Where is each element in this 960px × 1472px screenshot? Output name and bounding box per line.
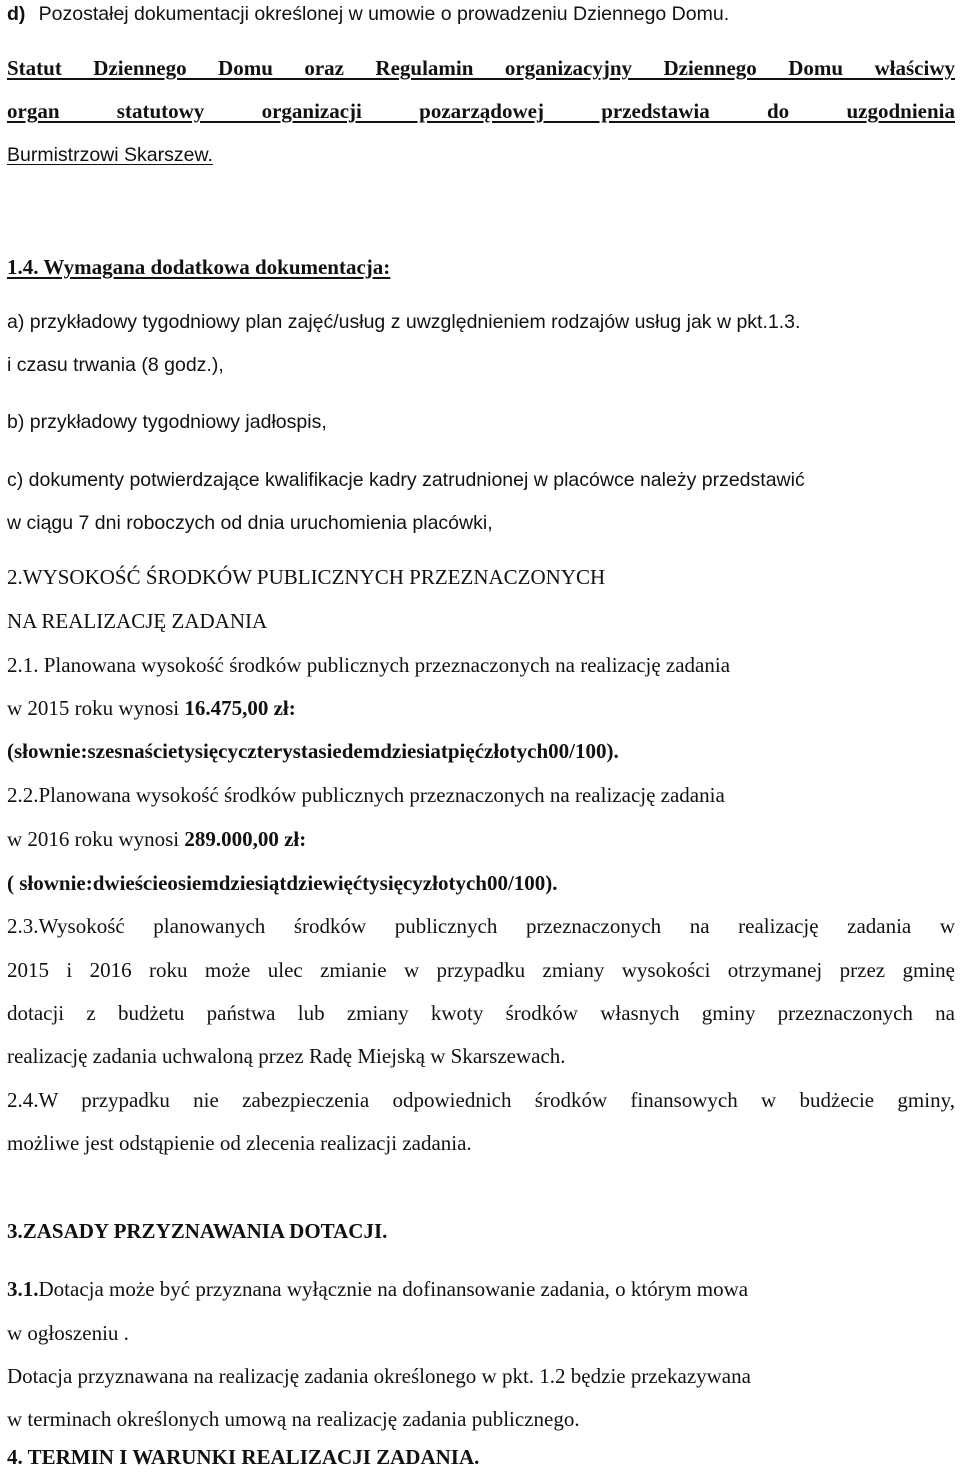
item-d: [7, 0, 729, 27]
section-2-heading-1: 2.WYSOKOŚĆ ŚRODKÓW PUBLICZNYCH PRZEZNACZONYCH: [7, 565, 606, 589]
p-3-1-text: Dotacja może być przyznana wyłącznie na dofinansowanie zadania, o którym mowa: [38, 1277, 749, 1301]
section-1-4-heading: 1.4. Wymagana dodatkowa dokumentacja:: [7, 255, 391, 279]
p-3-1-line-1: [7, 1276, 748, 1302]
statut-line-3: Burmistrzowi Skarszew.: [7, 144, 213, 166]
p-2-2-line-2: [7, 826, 306, 852]
item-b: b) przykładowy tygodniowy jadłospis,: [7, 411, 327, 433]
p-2-4-line-2: możliwe jest odstąpienie od zlecenia realizacji zadania.: [7, 1131, 472, 1155]
p-2-2-line-1: 2.2.Planowana wysokość środków publicznych przeznaczonych na realizację zadania: [7, 783, 725, 807]
p-3-1b-line-1: Dotacja przyznawana na realizację zadania określonego w pkt. 1.2 będzie przekazywana: [7, 1364, 751, 1388]
p-2-3-line-4: realizację zadania uchwaloną przez Radę Miejską w Skarszewach.: [7, 1044, 566, 1068]
p-3-1b-line-2: w terminach określonych umową na realizację zadania publicznego.: [7, 1407, 580, 1431]
p-2-1-year-text: w 2015 roku wynosi: [7, 696, 185, 720]
p-3-1-line-2: w ogłoszeniu .: [7, 1321, 129, 1345]
item-c-line-2: w ciągu 7 dni roboczych od dnia uruchomienia placówki,: [7, 512, 493, 534]
item-d-label: d): [7, 3, 26, 25]
statut-line-2: organ statutowy organizacji pozarządowej przedstawia do uzgodnienia: [7, 99, 955, 123]
section-4-heading: 4. TERMIN I WARUNKI REALIZACJI ZADANIA.: [7, 1445, 480, 1469]
item-a-line-1: a) przykładowy tygodniowy plan zajęć/usług z uwzględnieniem rodzajów usług jak w pkt.1.3.: [7, 311, 801, 333]
section-2-heading-2: NA REALIZACJĘ ZADANIA: [7, 609, 268, 633]
p-2-1-words: (słownie:szesnaścietysięcyczterystasiedemdziesiatpięćzłotych00/100).: [7, 739, 619, 763]
p-2-1-amount: 16.475,00 zł:: [184, 696, 296, 720]
p-2-2-amount: 289.000,00 zł:: [184, 827, 307, 851]
p-2-1-line-1: 2.1. Planowana wysokość środków publicznych przeznaczonych na realizację zadania: [7, 653, 731, 677]
p-2-3-line-2: 2015 i 2016 roku może ulec zmianie w przypadku zmiany wysokości otrzymanej przez gminę: [7, 958, 955, 982]
p-2-3-line-3: dotacji z budżetu państwa lub zmiany kwoty środków własnych gminy przeznaczonych na: [7, 1001, 955, 1025]
p-2-4-line-1: 2.4.W przypadku nie zabezpieczenia odpowiednich środków finansowych w budżecie gminy,: [7, 1088, 955, 1112]
section-3-heading: 3.ZASADY PRZYZNAWANIA DOTACJI.: [7, 1219, 388, 1243]
item-a-line-2: i czasu trwania (8 godz.),: [7, 354, 224, 376]
p-3-1-label: 3.1.: [7, 1277, 39, 1301]
item-d-text: Pozostałej dokumentacji określonej w umowie o prowadzeniu Dziennego Domu.: [38, 3, 730, 25]
p-2-2-year-text: w 2016 roku wynosi: [7, 827, 185, 851]
item-c-line-1: c) dokumenty potwierdzające kwalifikacje kadry zatrudnionej w placówce należy przedstawić: [7, 469, 805, 491]
p-2-2-words: ( słownie:dwieścieosiemdziesiątdziewięćtysięcyzłotych00/100).: [7, 871, 558, 895]
statut-line-1: Statut Dziennego Domu oraz Regulamin organizacyjny Dziennego Domu właściwy: [7, 56, 955, 80]
p-2-1-line-2: [7, 695, 296, 721]
p-2-3-line-1: 2.3.Wysokość planowanych środków publicznych przeznaczonych na realizację zadania w: [7, 914, 955, 938]
